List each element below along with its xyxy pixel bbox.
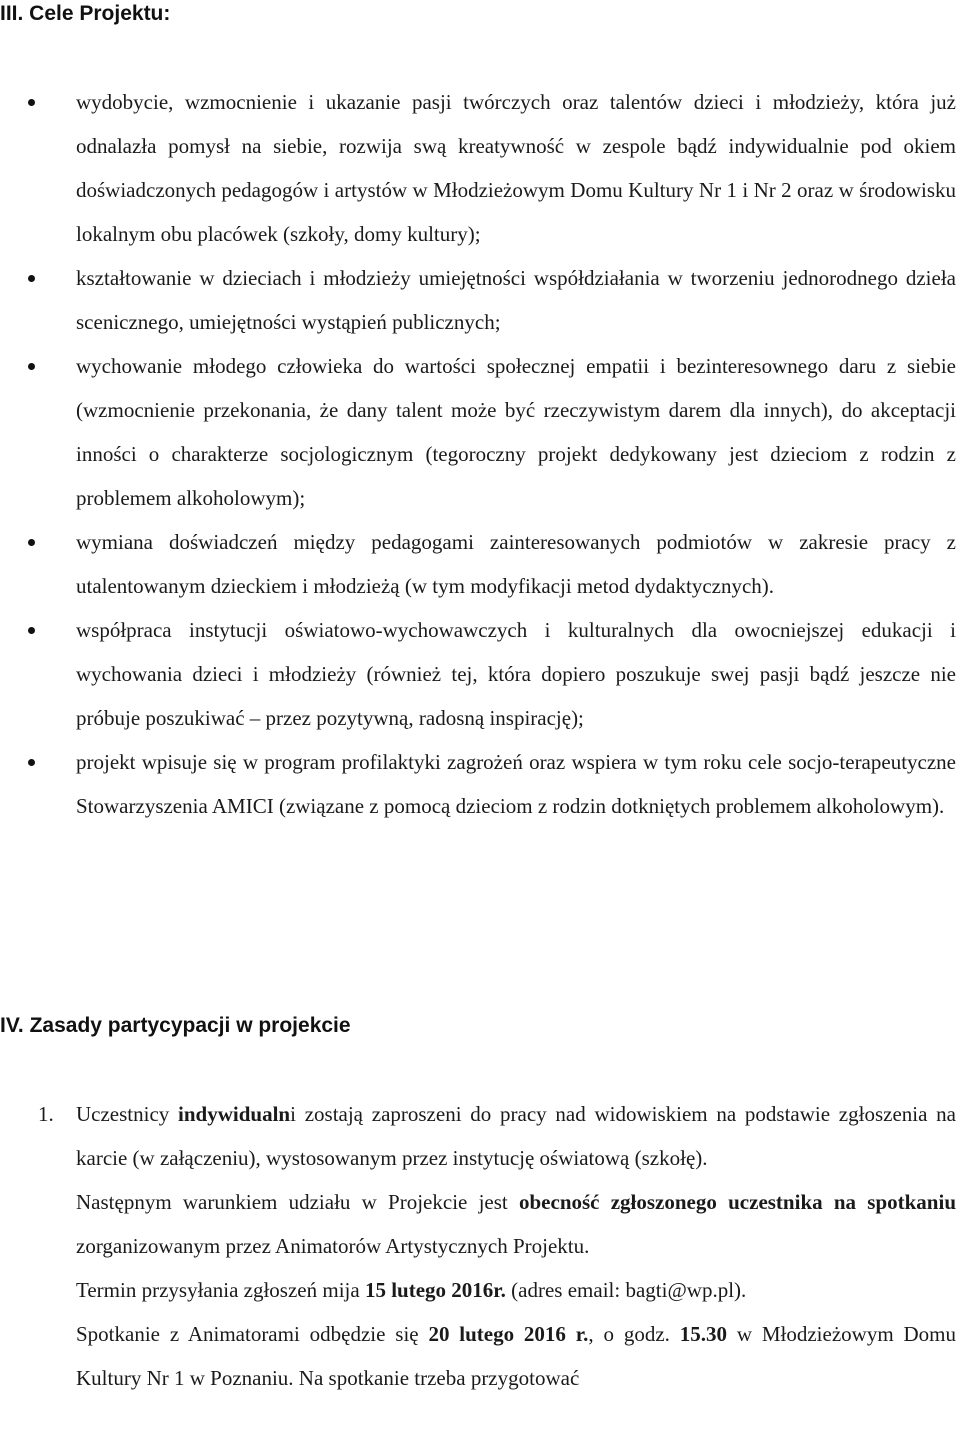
text-run: Termin przysyłania zgłoszeń mija [76, 1278, 365, 1302]
bullet-icon [28, 627, 35, 634]
text-run: Uczestnicy [76, 1102, 179, 1126]
list-item [0, 740, 960, 828]
list-item [0, 344, 960, 520]
paragraph-condition [76, 1180, 956, 1268]
paragraph-invitation [76, 1092, 956, 1180]
text-run: w Młodzieżowym Domu Kultury Nr 1 w Poznaniu. Na spotkanie trzeba przygotować [76, 1322, 956, 1390]
list-item [0, 256, 960, 344]
text-run-bold: obecność zgłoszonego uczestnika na spotkaniu [519, 1190, 956, 1214]
text-run: , o godz. [588, 1322, 680, 1346]
bullet-icon [28, 275, 35, 282]
text-run: Następnym warunkiem udziału w Projekcie jest [76, 1190, 519, 1214]
list-item-text: kształtowanie w dzieciach i młodzieży umiejętności współdziałania w tworzeniu jednorodnego dzieła scenicznego, umiejętności wystąpień publicznych; [76, 266, 956, 334]
bullet-icon [28, 363, 35, 370]
section-heading-goals: III. Cele Projektu: [0, 2, 171, 25]
item-number: 1. [38, 1102, 54, 1126]
paragraph-deadline [76, 1268, 956, 1312]
participation-list [0, 1092, 960, 1400]
list-item-text: wymiana doświadczeń między pedagogami zainteresowanych podmiotów w zakresie pracy z utalentowanym dzieckiem i młodzieżą (w tym modyfikacji metod dydaktycznych). [76, 530, 956, 598]
paragraph-meeting [76, 1312, 956, 1400]
list-item-text: wydobycie, wzmocnienie i ukazanie pasji twórczych oraz talentów dzieci i młodzieży, która już odnalazła pomysł na siebie, rozwija swą kreatywność w zespole bądź indywidualnie pod okiem doświadczonych pedagogów i artystów w Młodzieżowym Domu Kultury Nr 1 i Nr 2 oraz w środowisku lokalnym obu placówek (szkoły, domy kultury); [76, 90, 956, 246]
text-run: (adres email: bagti@wp.pl). [505, 1278, 747, 1302]
bullet-icon [28, 539, 35, 546]
text-run: i zostają zaproszeni do pracy nad widowiskiem na podstawie zgłoszenia na karcie (w załączeniu), wystosowanym przez instytucję oświatową (szkołę). [76, 1102, 956, 1170]
list-item-text: współpraca instytucji oświatowo-wychowawczych i kulturalnych dla owocniejszej edukacji i wychowania dzieci i młodzieży (również tej, która dopiero poszukuje swej pasji bądź jeszcze nie próbuje poszukiwać – przez pozytywną, radosną inspirację); [76, 618, 956, 730]
section-heading-participation: IV. Zasady partycypacji w projekcie [0, 1014, 351, 1037]
list-item [0, 520, 960, 608]
list-item [0, 608, 960, 740]
bullet-icon [28, 759, 35, 766]
text-run-bold: 20 lutego 2016 r. [428, 1322, 589, 1346]
numbered-item [0, 1092, 960, 1400]
list-item-text: wychowanie młodego człowieka do wartości społecznej empatii i bezinteresownego daru z siebie (wzmocnienie przekonania, że dany talent może być rzeczywistym darem dla innych), do akceptacji inności o charakterze socjologicznym (tegoroczny projekt dedykowany jest dzieciom z rodzin z problemem alkoholowym); [76, 354, 956, 510]
list-item [0, 80, 960, 256]
text-run-bold: 15 lutego 2016r. [364, 1278, 506, 1302]
goals-list [0, 80, 960, 828]
list-item-text: projekt wpisuje się w program profilaktyki zagrożeń oraz wspiera w tym roku cele socjo-terapeutyczne Stowarzyszenia AMICI (związane z pomocą dzieciom z rodzin dotkniętych problemem alkoholowym). [76, 750, 956, 818]
text-run-bold: indywidualn [178, 1102, 291, 1126]
text-run-bold: 15.30 [679, 1322, 728, 1346]
text-run: Spotkanie z Animatorami odbędzie się [76, 1322, 429, 1346]
bullet-icon [28, 99, 35, 106]
text-run: zorganizowanym przez Animatorów Artystycznych Projektu. [76, 1234, 590, 1258]
